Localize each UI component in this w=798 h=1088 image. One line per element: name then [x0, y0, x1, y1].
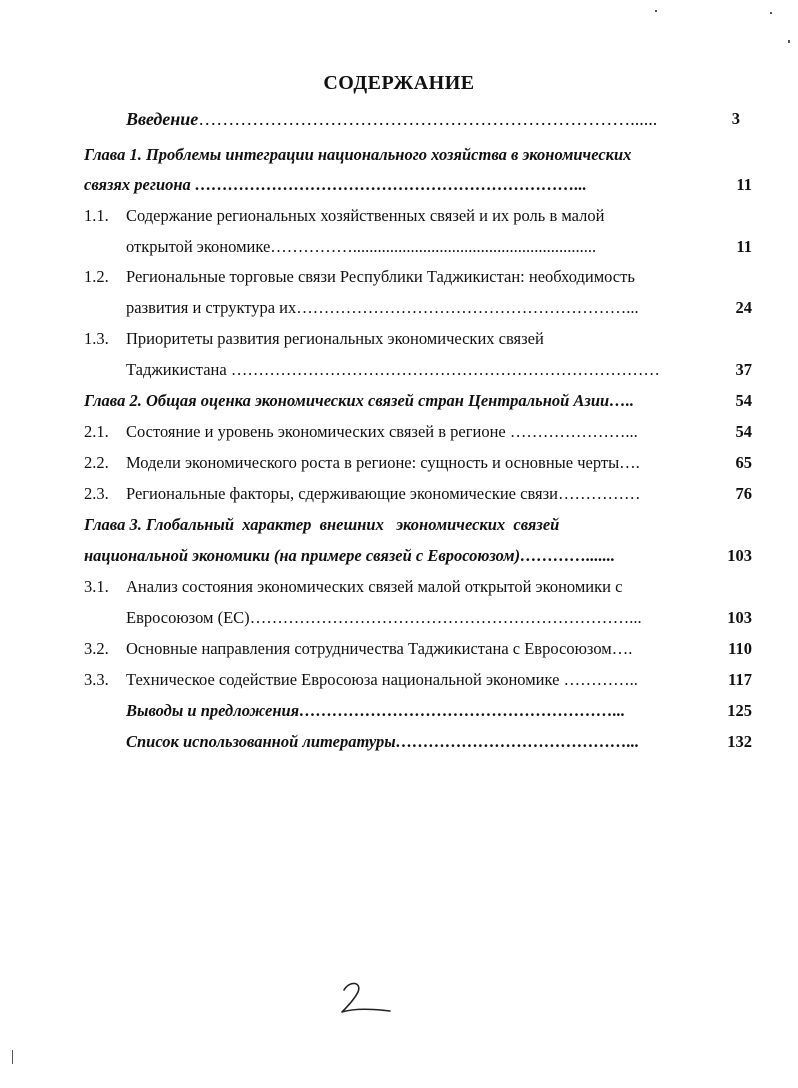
- toc-page-number: 103: [727, 608, 752, 627]
- toc-section-number: 1.3.: [84, 329, 109, 348]
- toc-entry-text: Таджикистана ……………………………………………………………………: [126, 360, 660, 379]
- toc-page-number: 11: [736, 237, 752, 256]
- toc-entry: [0, 417, 798, 447]
- toc-entry: [0, 665, 798, 695]
- toc-entry-text: Анализ состояния экономических связей малой открытой экономики с: [126, 577, 623, 596]
- toc-entry: [0, 603, 798, 633]
- scan-speck: [655, 10, 657, 12]
- toc-entry-text: Состояние и уровень экономических связей в регионе …………………...: [126, 422, 638, 441]
- toc-entry-text: Выводы и предложения…………………………………………………...: [126, 701, 626, 720]
- toc-entry-text: Содержание региональных хозяйственных связей и их роль в малой: [126, 206, 605, 225]
- toc-entry: [0, 104, 798, 134]
- toc-section-number: 1.1.: [84, 206, 109, 225]
- scan-edge-mark: [12, 1050, 13, 1064]
- toc-entry: [0, 324, 798, 354]
- toc-section-number: 3.3.: [84, 670, 109, 689]
- toc-section-number: 3.1.: [84, 577, 109, 596]
- toc-entry: [0, 448, 798, 478]
- toc-entry-text: Глава 3. Глобальный характер внешних экономических связей: [84, 515, 560, 534]
- toc-page-number: 117: [728, 670, 752, 689]
- toc-entry-text: связях региона ……………………………………………………………...: [84, 175, 587, 194]
- toc-entry-text: Региональные торговые связи Республики Таджикистан: необходимость: [126, 267, 635, 286]
- toc-page-number: 125: [727, 701, 752, 720]
- toc-page-number: 76: [735, 484, 752, 503]
- toc-entry: [0, 201, 798, 231]
- toc-entry: [0, 634, 798, 664]
- handwritten-page-number: [338, 978, 398, 1018]
- toc-entry-text: национальной экономики (на примере связей с Евросоюзом)………….......: [84, 546, 615, 565]
- toc-page-number: 3: [731, 109, 740, 128]
- toc-section-number: 2.3.: [84, 484, 109, 503]
- toc-entry: [0, 140, 798, 170]
- toc-entry-text: открытой экономике……………...........................................................: [126, 237, 597, 256]
- toc-entry-text: Глава 2. Общая оценка экономических связей стран Центральной Азии…..: [84, 391, 634, 410]
- toc-page-number: 110: [728, 639, 752, 658]
- toc-entry: [0, 572, 798, 602]
- toc-entry: [0, 510, 798, 540]
- toc-entry: [0, 355, 798, 385]
- toc-entry-text: развития и структура их……………………………………………………...: [126, 298, 639, 317]
- toc-section-number: 2.2.: [84, 453, 109, 472]
- page-title: СОДЕРЖАНИЕ: [323, 72, 475, 94]
- toc-entry-text: Региональные факторы, сдерживающие экономические связи……………: [126, 484, 641, 503]
- toc-page-number: 103: [727, 546, 752, 565]
- toc-section-number: 1.2.: [84, 267, 109, 286]
- toc-entry: [0, 541, 798, 571]
- toc-section-number: 2.1.: [84, 422, 109, 441]
- toc-page-number: 54: [735, 422, 752, 441]
- toc-page-number: 11: [736, 175, 752, 194]
- toc-entry: [0, 727, 798, 757]
- toc-entry-text: Основные направления сотрудничества Таджикистана с Евросоюзом….: [126, 639, 633, 658]
- toc-entry-text: Введение………………………………………………………………......: [126, 109, 658, 129]
- toc-entry-text: Глава 1. Проблемы интеграции национального хозяйства в экономических: [84, 145, 632, 164]
- toc-entry-text: Евросоюзом (ЕС)……………………………………………………………...: [126, 608, 642, 627]
- toc-entry: [0, 696, 798, 726]
- toc-page-number: 65: [735, 453, 752, 472]
- toc-entry: [0, 262, 798, 292]
- scan-speck: [770, 12, 772, 14]
- toc-page-number: 37: [735, 360, 752, 379]
- scan-speck: [788, 40, 790, 43]
- toc-entry-text: Список использованной литературы……………………………………...: [126, 732, 640, 751]
- toc-entry-text: Модели экономического роста в регионе: сущность и основные черты….: [126, 453, 640, 472]
- toc-entry-text: Приоритеты развития региональных экономических связей: [126, 329, 544, 348]
- toc-entry: [0, 293, 798, 323]
- toc-entry-text: Техническое содействие Евросоюза национальной экономике …………..: [126, 670, 638, 689]
- toc-entry: [0, 386, 798, 416]
- toc-entry: [0, 232, 798, 262]
- toc-page-number: 24: [735, 298, 752, 317]
- toc-entry: [0, 479, 798, 509]
- toc-section-number: 3.2.: [84, 639, 109, 658]
- toc-page-number: 54: [735, 391, 752, 410]
- toc-entry: [0, 170, 798, 200]
- toc-page-number: 132: [727, 732, 752, 751]
